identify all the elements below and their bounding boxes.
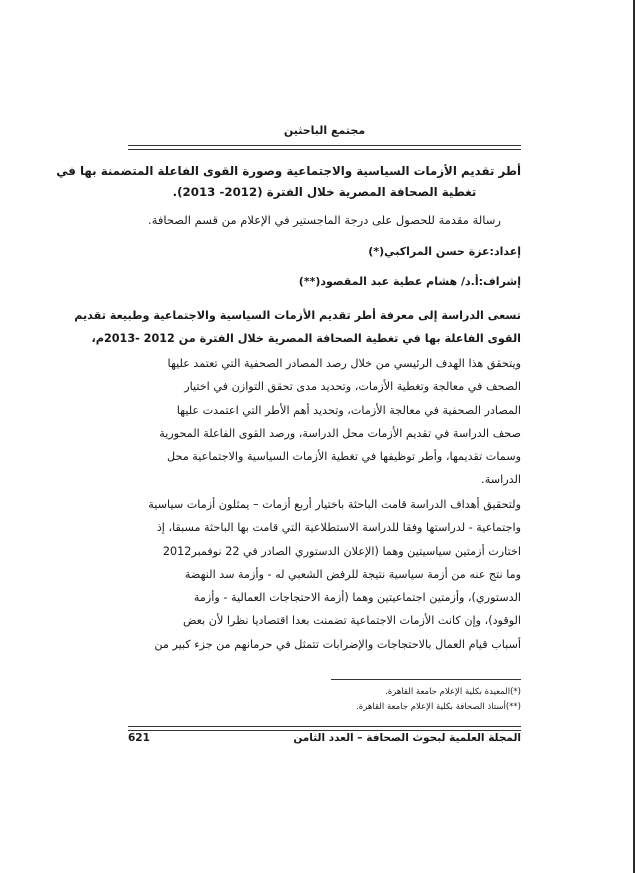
- body-paragraph-2: [128, 493, 521, 656]
- footnote: (**)أستاذ الصحافة بكلية الإعلام جامعة القاهرة.: [356, 702, 521, 712]
- title-line: تغطية الصحافة المصرية خلال الفترة (2012- 2013).: [172, 185, 477, 199]
- text-line: اختارت أزمتين سياسيتين وهما (الإعلان الدستوري الصادر في 22 نوفمبر2012: [162, 544, 521, 558]
- running-footer: [128, 732, 521, 750]
- author-line: إعداد:عزة حسن المراكبي(*): [368, 245, 521, 258]
- text-line: ويتحقق هذا الهدف الرئيسي من خلال رصد المصادر الصحفية التي تعتمد عليها: [167, 357, 521, 370]
- body-paragraph-1: [128, 352, 521, 492]
- header-divider: [128, 145, 521, 150]
- text-line: واجتماعية - لدراستها وفقا للدراسة الاستطلاعية التي قامت بها الباحثة مسبقا، إذ: [156, 521, 521, 535]
- text-line: تسعى الدراسة إلى معرفة أطر تقديم الأزمات السياسية والاجتماعية وطبيعة تقديم: [74, 309, 521, 322]
- text-line: الدراسة.: [481, 473, 521, 487]
- text-line: القوى الفاعلة بها في تغطية الصحافة المصرية خلال الفترة من 2012 -2013م،: [91, 332, 521, 345]
- footer-divider: [128, 726, 521, 731]
- article-title: [56, 161, 521, 203]
- article-subtitle: رسالة مقدمة للحصول على درجة الماجستير في الإعلام من قسم الصحافة.: [148, 213, 501, 227]
- supervisor-line: إشراف:أ.د/ هشام عطية عبد المقصود(**): [298, 275, 521, 288]
- footer-journal-name: المجلة العلمية لبحوث الصحافة – العدد الثامن: [293, 732, 521, 744]
- text-line: وما نتج عنه من أزمة سياسية نتيجة للرفض الشعبي له - وأزمة سد النهضة: [184, 567, 521, 581]
- text-line: الصحف في معالجة وتغطية الأزمات، وتحديد مدى تحقق التوازن في اختيار: [184, 380, 521, 394]
- page-number: 621: [128, 732, 150, 744]
- footnotes: [128, 685, 521, 715]
- text-line: وسمات تقديمها، وأطر توظيفها في تغطية الأزمات السياسية والاجتماعية محل: [167, 450, 521, 464]
- footnote: (*)المعيدة بكلية الإعلام جامعة القاهرة.: [385, 687, 521, 697]
- text-line: أسباب قيام العمال بالاحتجاجات والإضرابات تتمثل في حرمانهم من جزء كبير من: [154, 637, 521, 651]
- title-line: أطر تقديم الأزمات السياسية والاجتماعية وصورة القوى الفاعلة المتضمنة بها في: [56, 164, 521, 178]
- text-line: المصادر الصحفية في معالجة الأزمات، وتحديد أهم الأطر التي اعتمدت عليها: [176, 403, 521, 417]
- text-line: الوقود)، وإن كانت الأزمات الاجتماعية تضمنت بعدا اقتصاديا نظرا لأن بعض: [182, 614, 521, 628]
- footnote-divider: [331, 679, 521, 680]
- text-line: الدستوري)، وأزمتين اجتماعيتين وهما (أزمة الاحتجاجات العمالية - وأزمة: [193, 591, 521, 605]
- text-line: صحف الدراسة في تقديم الأزمات محل الدراسة، ورصد القوى الفاعلة المحورية: [159, 426, 521, 440]
- intro-paragraph: [74, 304, 521, 350]
- running-header: مجتمع الباحثين: [283, 124, 366, 137]
- text-line: ولتحقيق أهداف الدراسة قامت الباحثة باختيار أربع أزمات – يمثلون أزمات سياسية: [148, 498, 521, 511]
